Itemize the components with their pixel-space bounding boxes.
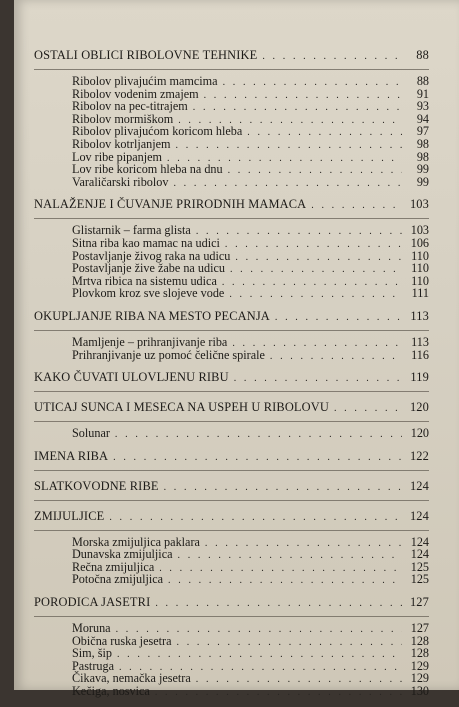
section-heading (34, 509, 429, 525)
dot-leader (117, 649, 402, 661)
entry-title: Ribolov plivajućom koricom hleba (72, 124, 243, 139)
dot-leader (196, 226, 402, 238)
section-entries (34, 428, 429, 441)
entry-page-number: 106 (410, 235, 429, 250)
section-entries (34, 76, 429, 189)
dot-leader (193, 102, 402, 114)
section-page-number: 122 (409, 448, 429, 463)
entry-page-number: 125 (410, 559, 429, 574)
section-heading (34, 48, 429, 64)
entry-page-number: 124 (410, 534, 429, 549)
entry-page-number: 98 (416, 149, 429, 164)
dot-leader (164, 480, 402, 495)
entry-title: Plovkom kroz sve slojeve vode (72, 286, 225, 301)
entry-page-number: 91 (416, 86, 429, 101)
dot-leader (159, 563, 402, 575)
entry-page-number: 128 (410, 633, 429, 648)
entry-title: Morska zmijuljica paklara (72, 534, 200, 549)
toc-entry (34, 686, 429, 699)
entry-title: Postavljanje živog raka na udicu (72, 248, 231, 263)
entry-page-number: 88 (416, 74, 429, 88)
entry-title: Pastruga (72, 658, 114, 673)
section-page-number: 124 (409, 478, 429, 493)
dot-leader (113, 450, 402, 465)
dot-leader (155, 596, 402, 611)
entry-page-number: 110 (411, 248, 429, 263)
dot-leader (234, 371, 402, 386)
toc-entry (34, 428, 429, 441)
dot-leader (270, 351, 402, 363)
entry-title: Ribolov plivajućim mamcima (72, 74, 218, 88)
section-page-number: 124 (409, 508, 429, 523)
entry-title: Lov ribe pipanjem (72, 149, 163, 164)
entry-title: Solunar (72, 426, 110, 441)
entry-title: Prihranjivanje uz pomoć čelične spirale (72, 347, 265, 362)
section-title: OKUPLJANJE RIBA NA MESTO PECANJA (34, 308, 270, 323)
entry-page-number: 127 (410, 621, 429, 636)
section-page-number: 103 (409, 197, 429, 212)
entry-title: Ribolov kotrljanjem (72, 136, 171, 151)
section-title: NALAŽENJE I ČUVANJE PRIRODNIH MAMACA (34, 197, 307, 212)
toc-entry (34, 574, 429, 587)
dot-leader (196, 674, 402, 686)
entry-page-number: 99 (416, 174, 429, 189)
section-divider (34, 330, 429, 331)
entry-page-number: 94 (416, 111, 429, 126)
section-heading (34, 595, 429, 611)
dot-leader (178, 550, 402, 562)
section-divider (34, 470, 429, 471)
section-title: IMENA RIBA (34, 448, 109, 463)
dot-leader (247, 127, 402, 139)
entry-title: Mrtva ribica na sistemu udica (72, 273, 217, 288)
dot-leader (262, 49, 402, 64)
entry-title: Postavljanje žive žabe na udicu (72, 261, 225, 276)
toc-section (34, 309, 429, 362)
entry-page-number: 111 (411, 286, 429, 301)
entry-page-number: 93 (416, 99, 429, 114)
toc-section (34, 197, 429, 301)
section-heading (34, 370, 429, 386)
section-divider (34, 391, 429, 392)
entry-page-number: 113 (411, 334, 429, 349)
entry-title: Varaličarski ribolov (72, 174, 169, 189)
dot-leader (204, 90, 402, 102)
entry-title: Sim, šip (72, 646, 112, 661)
entry-page-number: 103 (410, 223, 429, 238)
section-entries (34, 623, 429, 699)
dot-leader (115, 429, 402, 441)
entry-page-number: 110 (411, 261, 429, 276)
entry-title: Obična ruska jesetra (72, 633, 172, 648)
section-divider (34, 500, 429, 501)
section-heading (34, 400, 429, 416)
section-page-number: 88 (416, 48, 429, 62)
entry-title: Lov ribe koricom hleba na dnu (72, 162, 223, 177)
entry-page-number: 110 (411, 273, 429, 288)
entry-page-number: 129 (410, 671, 429, 686)
section-divider (34, 530, 429, 531)
section-title: KAKO ČUVATI ULOVLJENU RIBU (34, 370, 229, 385)
toc-section (34, 449, 429, 471)
toc-section (34, 509, 429, 587)
section-entries (34, 334, 429, 362)
entry-title: Potočna zmijuljica (72, 572, 164, 587)
dot-leader (176, 140, 402, 152)
dot-leader (205, 538, 402, 550)
dot-leader (228, 165, 402, 177)
section-page-number: 119 (410, 370, 429, 385)
entry-title: Ribolov na pec-titrajem (72, 99, 188, 114)
section-heading (34, 479, 429, 495)
entry-title: Sitna riba kao mamac na udici (72, 235, 220, 250)
section-divider (34, 421, 429, 422)
entry-title: Ribolov vodenim zmajem (72, 86, 199, 101)
section-page-number: 120 (409, 400, 429, 415)
book-page (14, 0, 459, 699)
section-heading (34, 197, 429, 213)
toc-section (34, 48, 429, 189)
entry-page-number: 128 (410, 646, 429, 661)
dot-leader (230, 264, 402, 276)
section-page-number: 127 (409, 595, 429, 610)
entry-page-number: 97 (416, 124, 429, 139)
toc-entry (34, 174, 429, 190)
section-entries (34, 534, 429, 587)
entry-page-number: 130 (410, 684, 429, 699)
toc-section (34, 595, 429, 699)
dot-leader (334, 401, 402, 416)
section-heading (34, 449, 429, 465)
section-page-number: 113 (410, 308, 429, 323)
dot-leader (168, 575, 402, 587)
entry-page-number: 125 (410, 572, 429, 587)
entry-title: Mamljenje – prihranjivanje riba (72, 334, 228, 349)
dot-leader (109, 510, 402, 525)
section-title: SLATKOVODNE RIBE (34, 478, 159, 493)
dot-leader (177, 637, 403, 649)
toc-section (34, 400, 429, 441)
entry-page-number: 116 (411, 347, 429, 362)
entry-title: Glistarnik – farma glista (72, 223, 191, 238)
entry-page-number: 124 (410, 547, 429, 562)
dot-leader (311, 198, 402, 213)
entry-title: Kečiga, nosvica (72, 684, 150, 699)
entry-title: Čikava, nemačka jesetra (72, 671, 191, 686)
entry-page-number: 120 (410, 426, 429, 441)
table-of-contents (34, 48, 429, 707)
entry-page-number: 129 (410, 658, 429, 673)
dot-leader (173, 178, 402, 190)
toc-section (34, 479, 429, 501)
dot-leader (229, 289, 402, 301)
entry-page-number: 99 (416, 162, 429, 177)
dot-leader (275, 310, 402, 325)
entry-page-number: 98 (416, 136, 429, 151)
section-entries (34, 225, 429, 301)
toc-section (34, 370, 429, 392)
section-title: ZMIJULJICE (34, 508, 105, 523)
section-title: PORODICA JASETRI (34, 595, 151, 610)
entry-title: Ribolov mormiškom (72, 111, 174, 126)
entry-title: Rečna zmijuljica (72, 559, 155, 574)
toc-entry (34, 288, 429, 301)
section-title: OSTALI OBLICI RIBOLOVNE TEHNIKE (34, 48, 258, 62)
dot-leader (155, 687, 402, 699)
dot-leader (223, 77, 402, 89)
section-divider (34, 218, 429, 219)
dot-leader (235, 252, 402, 264)
dot-leader (225, 239, 402, 251)
section-divider (34, 69, 429, 70)
entry-title: Moruna (72, 621, 111, 636)
dot-leader (222, 277, 402, 289)
toc-entry (34, 347, 429, 363)
section-divider (34, 616, 429, 617)
section-title: UTICAJ SUNCA I MESECA NA USPEH U RIBOLOVU (34, 400, 329, 415)
entry-title: Dunavska zmijuljica (72, 547, 173, 562)
section-heading (34, 309, 429, 325)
